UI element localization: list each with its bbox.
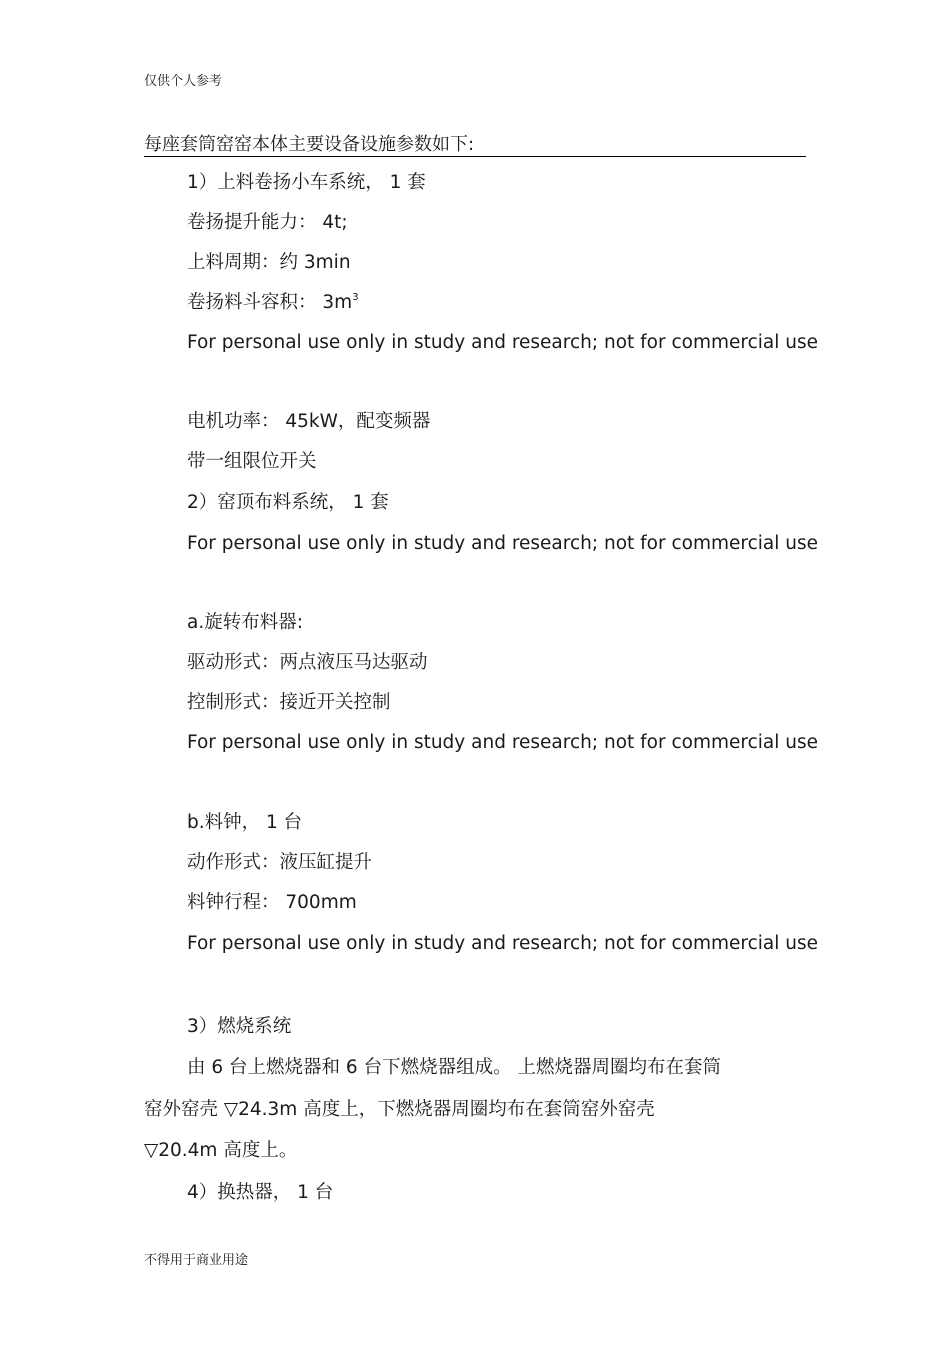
footer-note: 不得用于商业用途 xyxy=(144,1253,249,1268)
watermark-line-3: For personal use only in study and research; not for commercial use xyxy=(187,732,818,753)
rotary-distributor-title: a.旋转布料器: xyxy=(187,612,303,633)
bell-title: b.料钟， 1 台 xyxy=(187,812,303,833)
combustion-paragraph-line-2: 窑外窑壳 ▽24.3m 高度上，下燃烧器周圈均布在套筒窑外窑壳 xyxy=(144,1099,655,1120)
bell-stroke: 料钟行程： 700mm xyxy=(187,892,357,913)
hoist-limit-switch: 带一组限位开关 xyxy=(187,451,317,472)
hoist-volume xyxy=(187,291,359,315)
bell-action: 动作形式：液压缸提升 xyxy=(187,852,373,873)
hoist-heading: 1）上料卷扬小车系统， 1 套 xyxy=(187,172,426,193)
hoist-capacity: 卷扬提升能力： 4t; xyxy=(187,212,348,233)
hoist-motor: 电机功率： 45kW，配变频器 xyxy=(187,411,431,432)
drive-form: 驱动形式：两点液压马达驱动 xyxy=(187,652,428,673)
combustion-heading: 3）燃烧系统 xyxy=(187,1016,292,1037)
hoist-volume-label: 卷扬料斗容积： 3m xyxy=(187,292,353,313)
page-title: 每座套筒窑窑本体主要设备设施参数如下: xyxy=(144,134,475,155)
combustion-paragraph-line-3: ▽20.4m 高度上。 xyxy=(144,1140,298,1161)
title-underline xyxy=(144,156,806,157)
distribution-heading: 2）窑顶布料系统， 1 套 xyxy=(187,492,389,513)
watermark-line-1: For personal use only in study and research; not for commercial use xyxy=(187,332,818,353)
watermark-line-4: For personal use only in study and research; not for commercial use xyxy=(187,933,818,954)
header-note: 仅供个人参考 xyxy=(144,74,223,89)
hoist-cycle: 上料周期：约 3min xyxy=(187,252,351,273)
watermark-line-2: For personal use only in study and research; not for commercial use xyxy=(187,533,818,554)
hoist-volume-superscript: 3 xyxy=(352,292,359,303)
combustion-paragraph-line-1: 由 6 台上燃烧器和 6 台下燃烧器组成。 上燃烧器周圈均布在套筒 xyxy=(187,1057,721,1078)
control-form: 控制形式：接近开关控制 xyxy=(187,692,391,713)
heat-exchanger-heading: 4）换热器， 1 台 xyxy=(187,1182,334,1203)
